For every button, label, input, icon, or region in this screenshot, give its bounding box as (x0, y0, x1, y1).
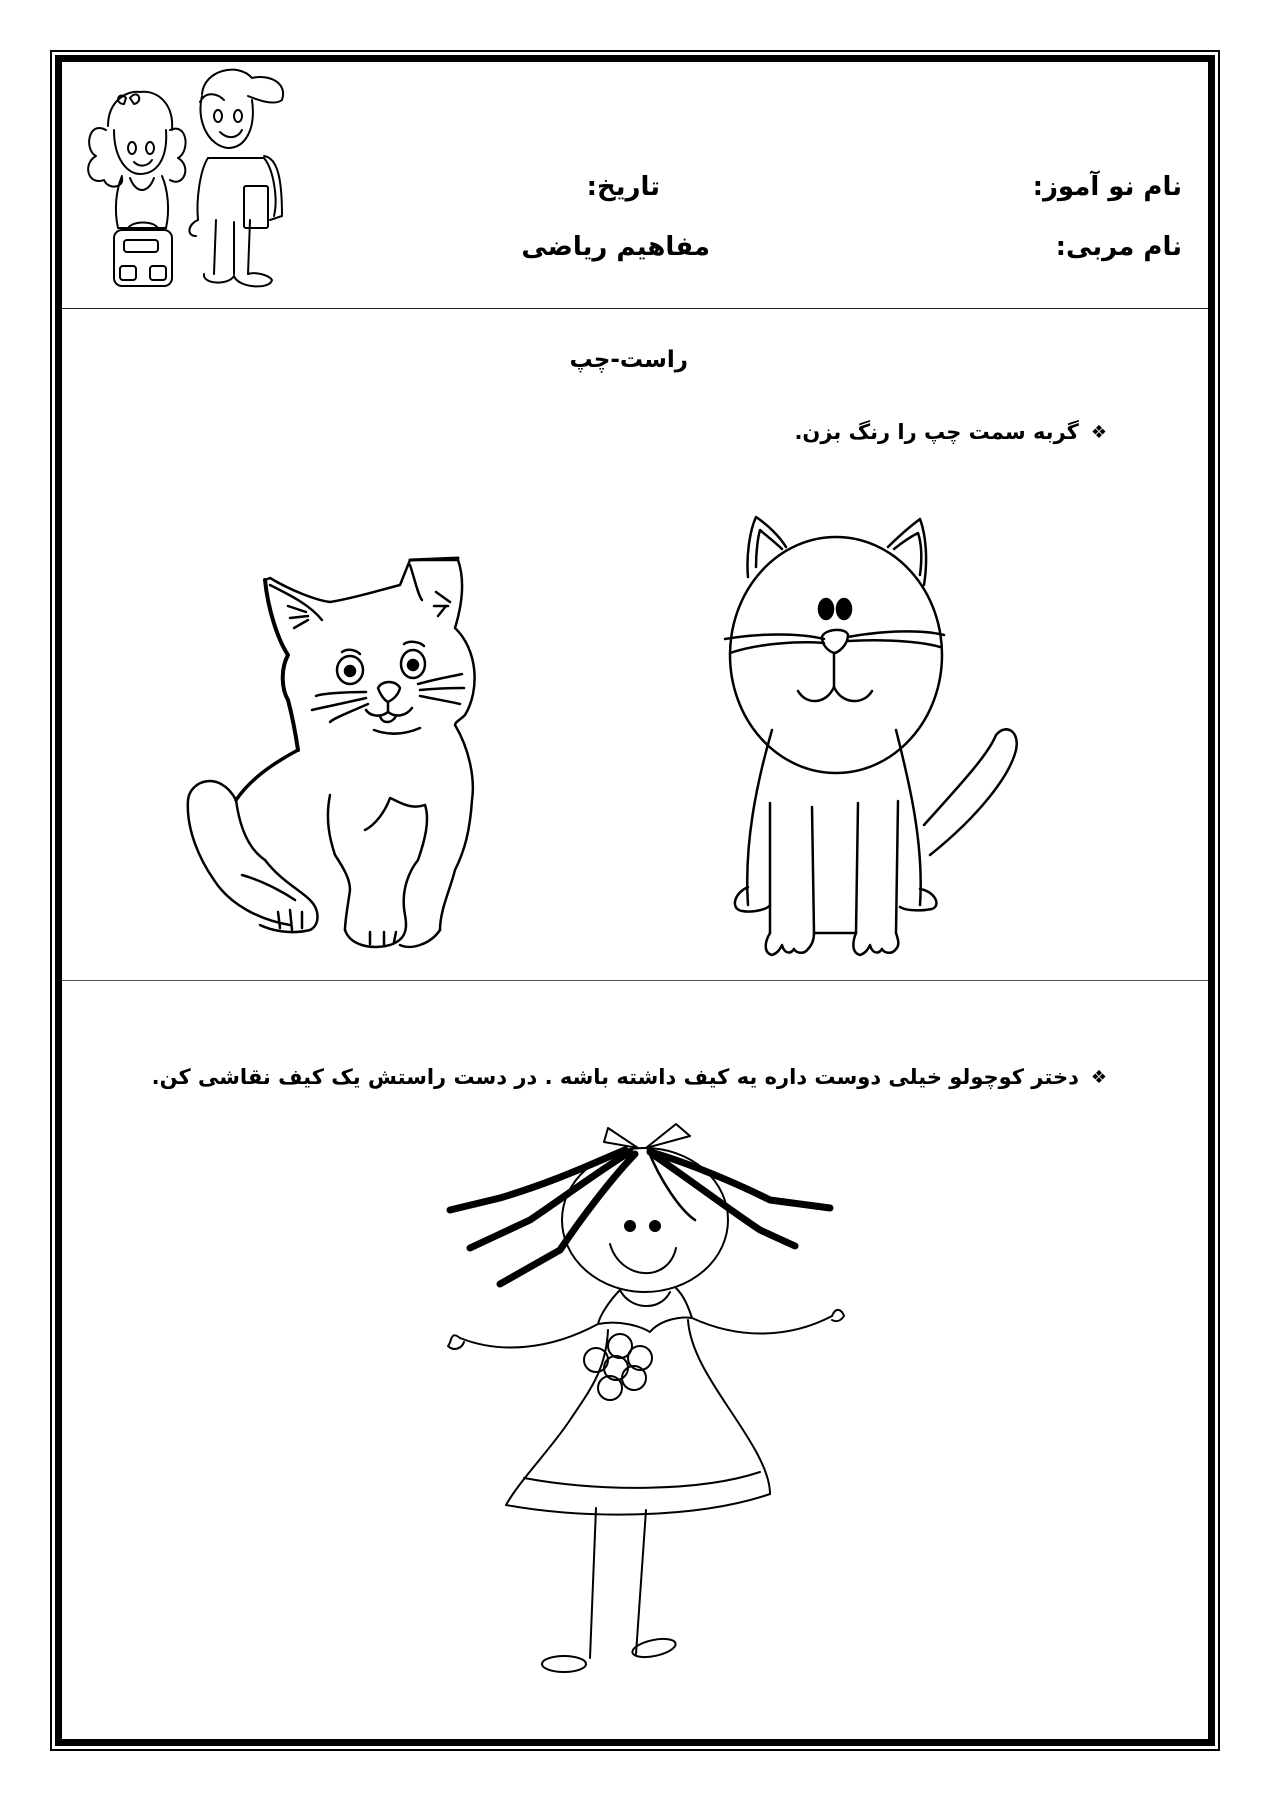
exercise-1-text: گربه سمت چپ را رنگ بزن. (794, 420, 1079, 444)
section-divider (62, 980, 1208, 981)
subject-title: مفاهیم ریاضی (521, 232, 710, 262)
diamond-bullet-icon: ❖ (1090, 421, 1107, 443)
exercise-2-text: دختر کوچولو خیلی دوست داره یه کیف داشته باشه . در دست راستش یک کیف نقاشی کن. (151, 1065, 1079, 1089)
student-name-label: نام نو آموز: (1032, 172, 1182, 202)
exercise-1-instruction (794, 420, 1107, 444)
girl-illustration (440, 1120, 850, 1680)
exercise-2-instruction (152, 1065, 1107, 1089)
coach-name-label: نام مربی: (1055, 232, 1182, 262)
section-title: راست-چپ (569, 347, 688, 373)
kitten-illustration (170, 540, 490, 960)
schoolchildren-illustration (78, 60, 288, 292)
diamond-bullet-icon: ❖ (1090, 1066, 1107, 1088)
date-label: تاریخ: (586, 172, 660, 202)
cartoon-cat-illustration (720, 505, 1030, 960)
header-divider (62, 308, 1208, 309)
